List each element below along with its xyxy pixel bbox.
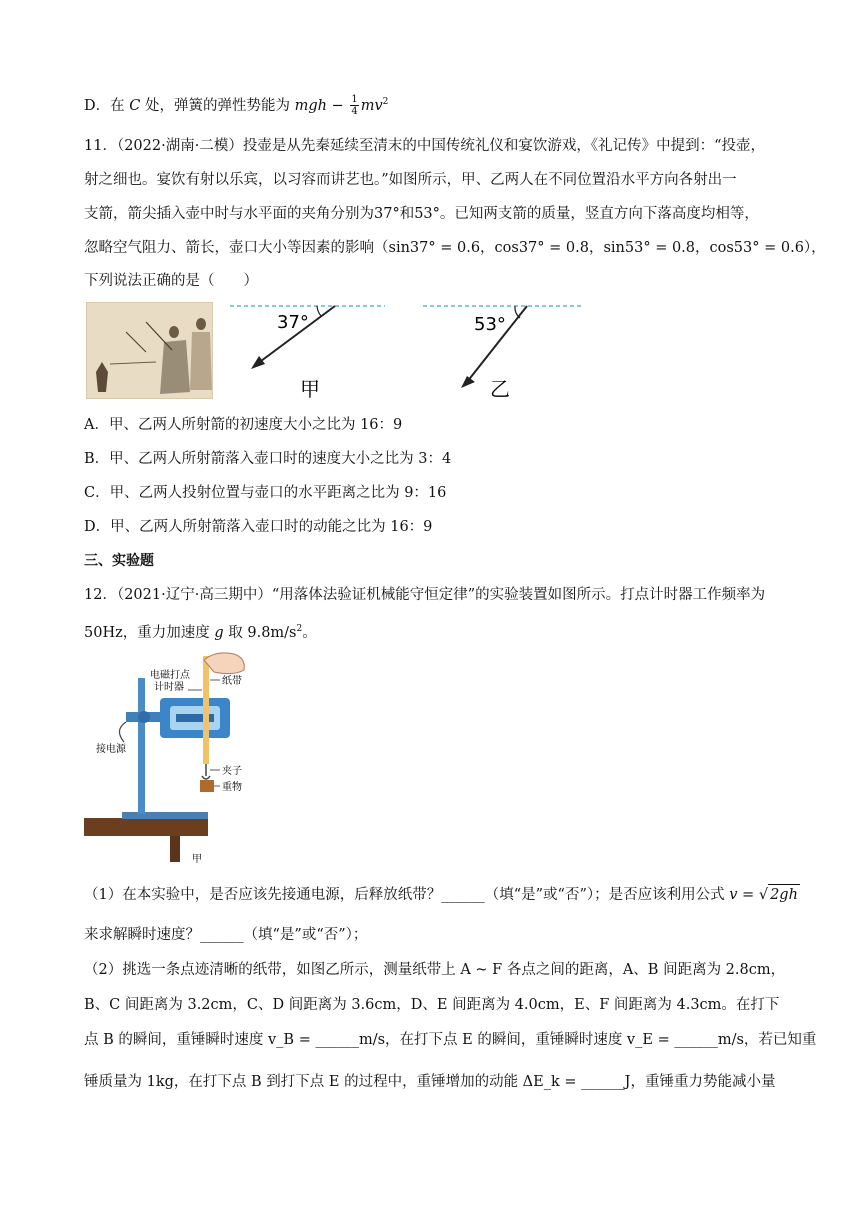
- q10-optd-mv: mv: [360, 97, 383, 114]
- angle-label-yi: 53°: [474, 314, 506, 335]
- q10-optd-c: C: [129, 97, 141, 114]
- q12-part1-line-1: （1）在本实验中，是否应该先接通电源，后释放纸带？______（填“是”或“否”）；是否应该利用公式 v = √ 2gh: [84, 884, 800, 905]
- label-timer-2: 计时器: [154, 682, 184, 693]
- table-top: [84, 818, 208, 836]
- q12-line2-text: 50Hz，重力加速度: [84, 624, 215, 641]
- q11-option-b: B．甲、乙两人所射箭落入壶口时的速度大小之比为 3：4: [84, 451, 452, 467]
- q12-line2-square: 2: [296, 624, 303, 634]
- arrow-diagram: [225, 298, 585, 402]
- q11-option-c: C．甲、乙两人投射位置与壶口的水平距离之比为 9：16: [84, 485, 447, 501]
- q11-line-2: 射之细也。宴饮有射以乐宾，以习容而讲艺也。”如图所示，甲、乙两人在不同位置沿水平方向各射出一: [84, 172, 737, 188]
- q10-optd-square: 2: [382, 97, 389, 107]
- frac-denominator: 4: [351, 106, 358, 118]
- weight: [200, 780, 214, 792]
- q12-line-1: 12．（2021·辽宁·高三期中）“用落体法验证机械能守恒定律”的实验装置如图所示。打点计时器工作频率为: [84, 587, 766, 603]
- apparatus-figure: [84, 650, 284, 866]
- q12-part1-v: v: [729, 887, 738, 903]
- label-timer-1: 电磁打点: [150, 670, 190, 681]
- q10-optd-prefix: D．在: [84, 97, 130, 114]
- q10-optd-mgh: mgh: [294, 97, 327, 114]
- q12-line-2: [84, 619, 317, 643]
- q12-part1-sqrt: 2gh: [768, 884, 800, 905]
- q12-part1-line-2: 来求解瞬时速度？______（填“是”或“否”）；: [84, 927, 368, 943]
- q11-line-1: 11．（2022·湖南·二模）投壶是从先秦延续至清末的中国传统礼仪和宴饮游戏，《礼记传》中提到：“投壶，: [84, 138, 765, 154]
- q11-option-a: A．甲、乙两人所射箭的初速度大小之比为 16：9: [84, 417, 403, 433]
- label-power: 接电源: [96, 744, 126, 755]
- touhu-painting-image: [86, 302, 213, 399]
- q12-part2-line-4: 锤质量为 1kg，在打下点 B 到打下点 E 的过程中，重锤增加的动能 ΔE_k = ______J，重锤重力势能减小量: [84, 1074, 776, 1090]
- hand: [204, 653, 244, 674]
- label-yi: 乙: [490, 377, 510, 401]
- q11-line-3: 支箭，箭尖插入壶中时与水平面的夹角分别为37°和53°。已知两支箭的质量，竖直方向下落高度均相等，: [84, 206, 759, 222]
- q12-part1-eq: =: [737, 887, 759, 903]
- q12-part2-line-2: B、C 间距离为 3.2cm，C、D 间距离为 3.6cm，D、E 间距离为 4.0cm，E、F 间距离为 4.3cm。在打下: [84, 997, 780, 1013]
- label-clip: 夹子: [222, 766, 242, 777]
- q10-optd-fraction: [350, 94, 358, 117]
- section-title: 三、实验题: [84, 553, 154, 569]
- q10-option-d: [84, 92, 388, 117]
- q10-optd-minus: −: [326, 97, 349, 114]
- label-weight: 重物: [222, 782, 242, 793]
- q12-line2-end: 。: [302, 624, 317, 641]
- stand-rod: [138, 678, 145, 814]
- q12-line2-value: 取 9.8m/s: [223, 624, 297, 641]
- q12-line2-g: g: [214, 624, 224, 641]
- q10-optd-mid: 处，弹簧的弹性势能为: [140, 97, 295, 114]
- label-jia: 甲: [300, 377, 320, 401]
- q11-line-5: 下列说法正确的是（ ）: [84, 273, 258, 289]
- label-tape: 纸带: [222, 676, 242, 687]
- label-figure-jia: 甲: [192, 854, 202, 865]
- q11-line-4: 忽略空气阻力、箭长，壶口大小等因素的影响（sin37° = 0.6，cos37° = 0.8，sin53° = 0.8，cos53° = 0.6），: [84, 240, 826, 256]
- q12-part1-text: （1）在本实验中，是否应该先接通电源，后释放纸带？______（填“是”或“否”）；是否应该利用公式: [84, 887, 730, 903]
- q12-part2-line-3: 点 B 的瞬间，重锤瞬时速度 v_B = ______m/s，在打下点 E 的瞬间，重锤瞬时速度 v_E = ______m/s，若已知重: [84, 1032, 817, 1048]
- angle-label-jia: 37°: [277, 312, 309, 333]
- frac-numerator: 1: [351, 94, 358, 106]
- paper-tape: [203, 656, 209, 764]
- q11-option-d: D．甲、乙两人所射箭落入壶口时的动能之比为 16：9: [84, 519, 433, 535]
- q12-part2-line-1: （2）挑选一条点迹清晰的纸带，如图乙所示，测量纸带上 A ~ F 各点之间的距离，A、B 间距离为 2.8cm，: [84, 962, 786, 978]
